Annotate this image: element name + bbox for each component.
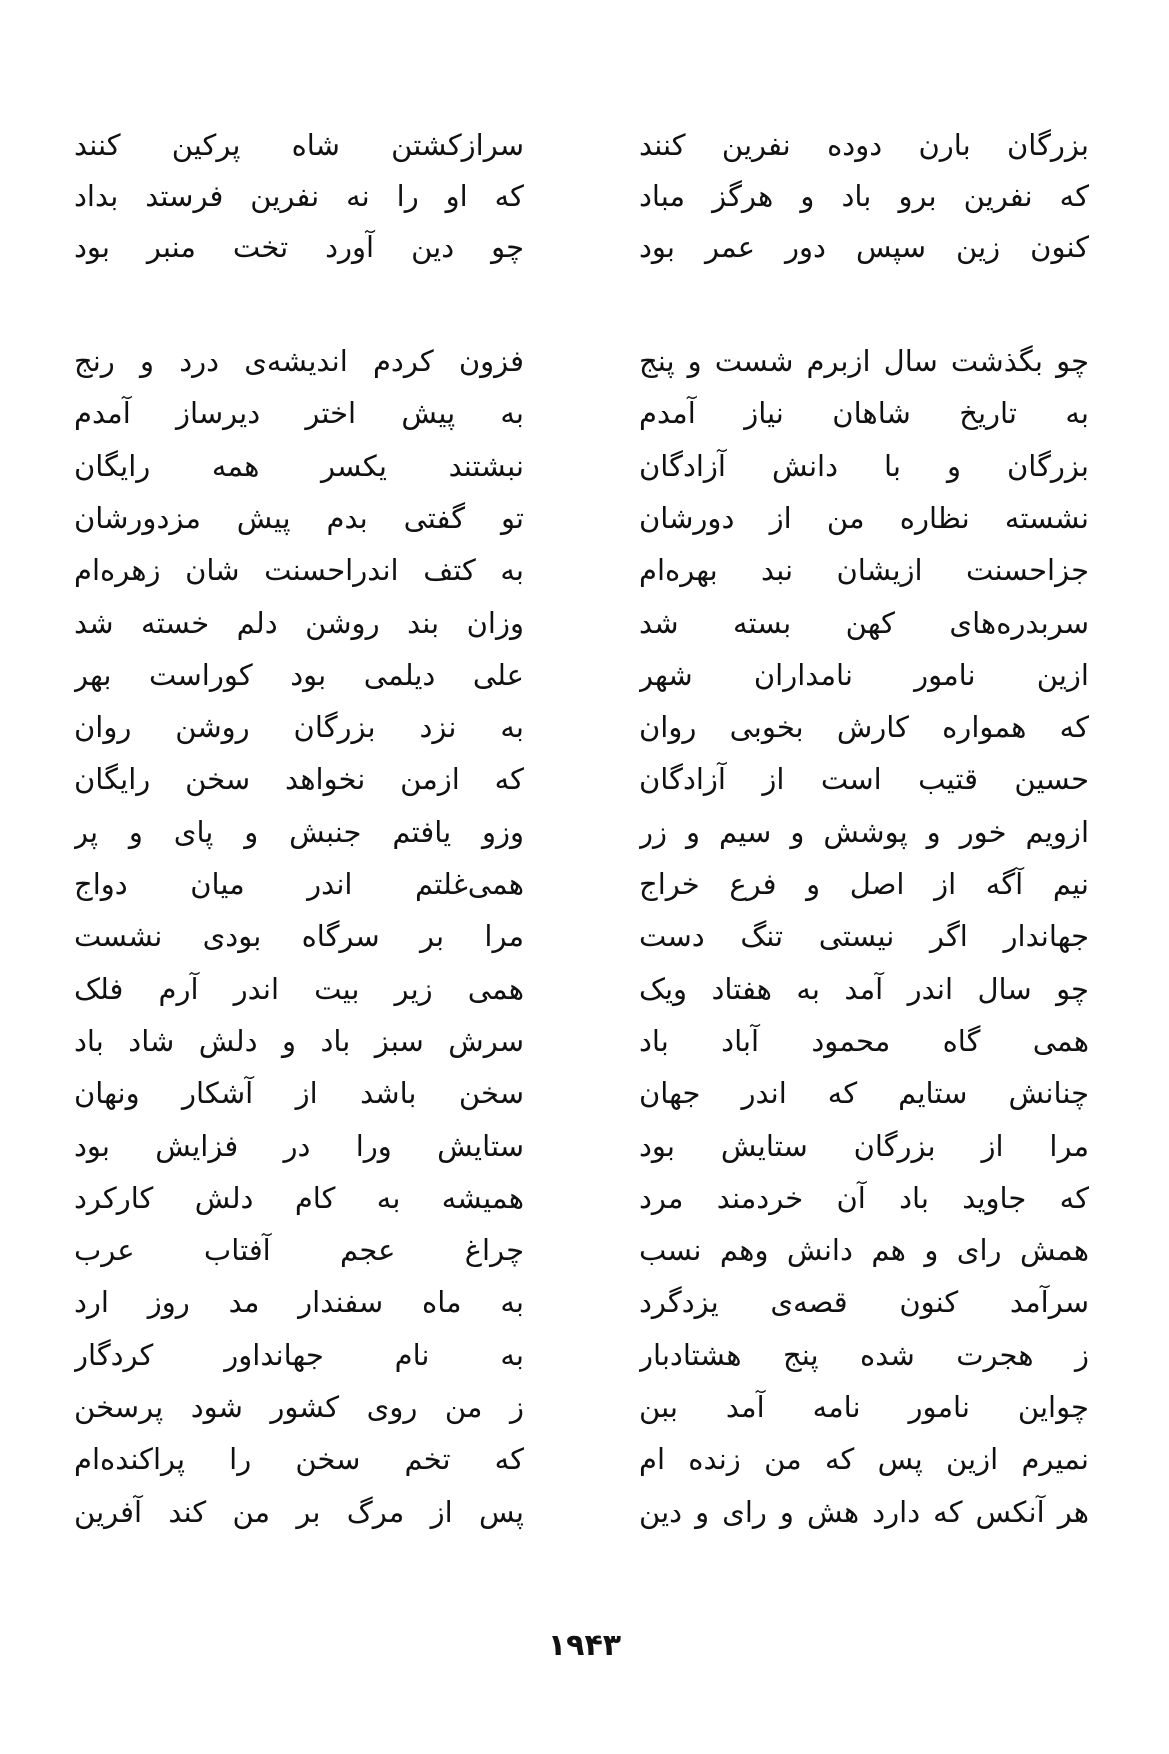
verse-left-half: ز من روی کشور شود پرسخن	[74, 1390, 524, 1424]
verse-left-half: سرازکشتن شاه پرکین کنند	[74, 128, 524, 162]
verse-right-half: به تاریخ شاهان نیاز آمدم	[639, 396, 1089, 431]
verse-left-half: ستایش ورا در فزایش بود	[74, 1128, 524, 1163]
verse-right-half: همی گاه محمود آباد باد	[639, 1023, 1089, 1058]
verse-right-half: نیم آگه از اصل و فرع خراج	[639, 867, 1089, 901]
verse-right-half: چنانش ستایم که اندر جهان	[639, 1076, 1089, 1111]
verse-left-half: همی‌غلتم اندر میان دواج	[74, 867, 524, 901]
verse-left-half: وزان بند روشن دلم خسته شد	[74, 605, 524, 640]
verse-right-half: جزاحسنت ازیشان نبد بهره‌ام	[639, 553, 1089, 588]
verse-left-half: چو دین آورد تخت منبر بود	[74, 230, 524, 264]
verse-left-half: به ماه سفندار مد روز ارد	[74, 1285, 524, 1320]
verse-right-half: سرآمد کنون قصه‌ی یزدگرد	[639, 1285, 1089, 1320]
verse-left-half: به نزد بزرگان روشن روان	[74, 710, 524, 745]
verse-right-half: چواین نامور نامه آمد ببن	[639, 1390, 1089, 1424]
verse-right-half: ازین نامور نامداران شهر	[639, 657, 1089, 692]
verse-right-half: کنون زین سپس دور عمر بود	[639, 230, 1089, 264]
verse-left-half: به کتف اندراحسنت شان زهره‌ام	[74, 553, 524, 588]
verse-left-half: چراغ عجم آفتاب عرب	[74, 1233, 524, 1268]
page-number: ۱۹۴۳	[547, 1628, 622, 1663]
verse-right-half: سربدره‌های کهن بسته شد	[639, 605, 1089, 640]
verse-right-half: بزرگان بارن دوده نفرین کنند	[639, 128, 1089, 162]
verse-left-half: تو گفتی بدم پیش مزدورشان	[74, 500, 524, 535]
verse-left-half: که تخم سخن را پراکنده‌ام	[74, 1442, 524, 1477]
verse-right-half: ز هجرت شده پنج هشتادبار	[639, 1337, 1089, 1372]
verse-right-half: چو بگذشت سال ازبرم شست و پنج	[639, 344, 1089, 378]
verse-right-half: که همواره کارش بخوبی روان	[639, 710, 1089, 745]
verse-right-half: چو سال اندر آمد به هفتاد ویک	[639, 971, 1089, 1006]
verse-left-half: به پیش اختر دیرساز آمدم	[74, 396, 524, 431]
verse-right-half: که نفرین برو باد و هرگز مباد	[639, 179, 1089, 213]
verse-left-half: نبشتند یکسر همه رایگان	[74, 448, 524, 483]
verse-left-half: به نام جهانداور کردگار	[74, 1337, 524, 1372]
verse-left-half: وزو یافتم جنبش و پای و پر	[74, 814, 524, 849]
verse-left-half: پس از مرگ بر من کند آفرین	[74, 1494, 524, 1529]
verse-right-half: همش رای و هم دانش وهم نسب	[639, 1233, 1089, 1268]
verse-right-half: بزرگان و با دانش آزادگان	[639, 448, 1089, 483]
verse-right-half: نمیرم ازین پس که من زنده ام	[639, 1442, 1089, 1477]
verse-right-half: حسین قتیب است از آزادگان	[639, 762, 1089, 797]
verse-right-half: نشسته نظاره من از دورشان	[639, 500, 1089, 535]
verse-left-half: که ازمن نخواهد سخن رایگان	[74, 762, 524, 797]
verse-left-half: همی زیر بیت اندر آرم فلک	[74, 971, 524, 1006]
verse-left-half: سخن باشد از آشکار ونهان	[74, 1076, 524, 1111]
verse-left-half: فزون کردم اندیشه‌ی درد و رنج	[74, 344, 524, 378]
verse-left-half: مرا بر سرگاه بودی نشست	[74, 919, 524, 954]
verse-left-half: همیشه به کام دلش کارکرد	[74, 1180, 524, 1215]
verse-left-half: سرش سبز باد و دلش شاد باد	[74, 1023, 524, 1058]
verse-right-half: ازویم خور و پوشش و سیم و زر	[639, 814, 1089, 849]
verse-right-half: مرا از بزرگان ستایش بود	[639, 1128, 1089, 1163]
verse-left-half: که او را نه نفرین فرستد بداد	[74, 179, 524, 213]
verse-right-half: که جاوید باد آن خردمند مرد	[639, 1180, 1089, 1215]
verse-right-half: جهاندار اگر نیستی تنگ دست	[639, 919, 1089, 954]
verse-left-half: علی دیلمی بود کوراست بهر	[74, 657, 524, 692]
verse-right-half: هر آنکس که دارد هش و رای و دین	[639, 1494, 1089, 1529]
